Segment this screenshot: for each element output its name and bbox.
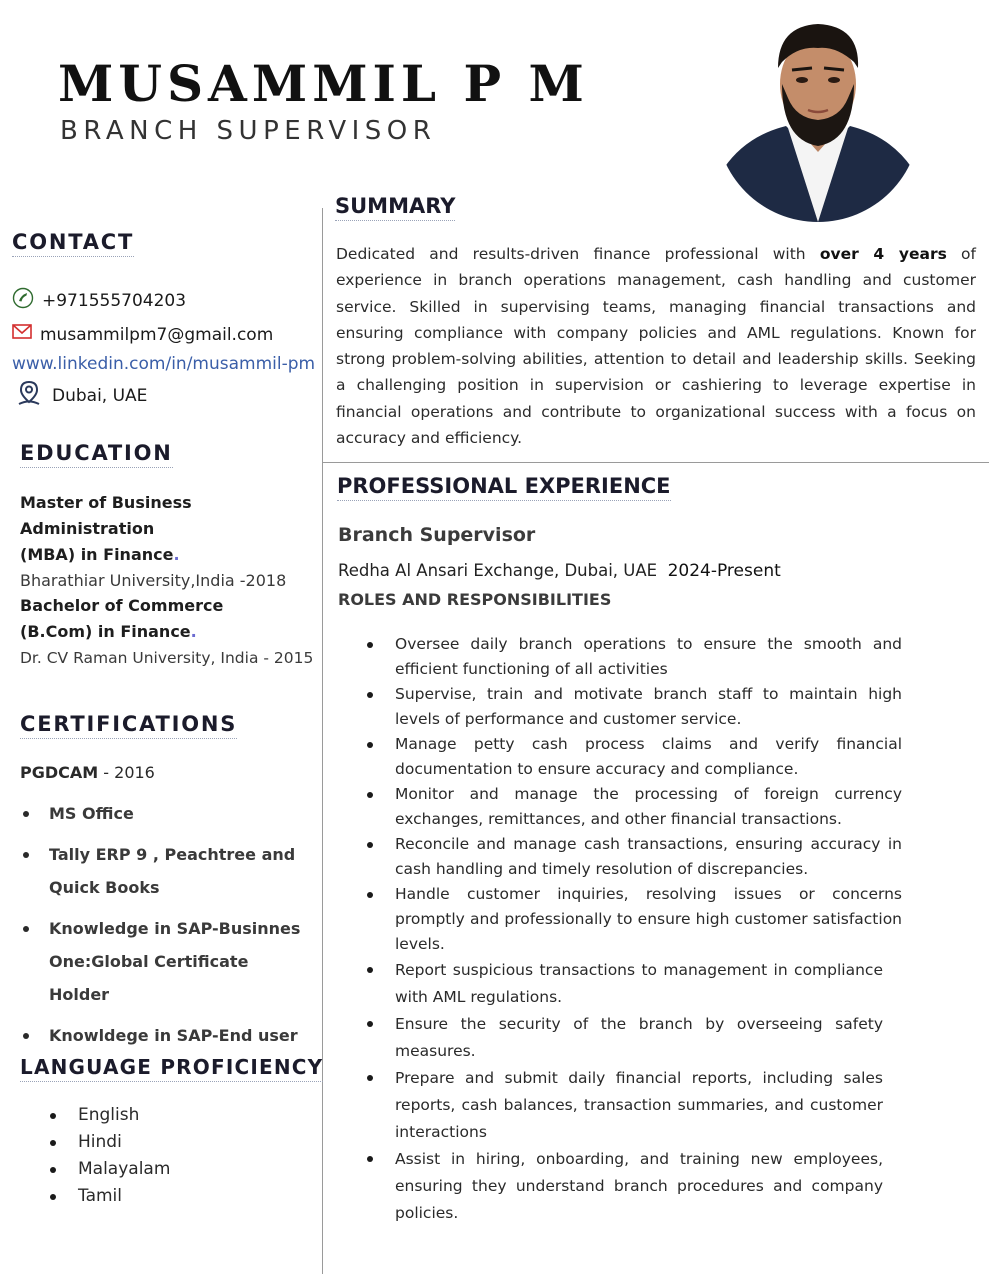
list-item: Tally ERP 9 , Peachtree and Quick Books — [20, 838, 310, 904]
list-item: Manage petty cash process claims and verify financial documentation to ensure accuracy and compliance. — [336, 732, 902, 782]
column-divider — [322, 208, 323, 1274]
summary-highlight: over 4 years — [819, 245, 947, 263]
education-item — [20, 490, 320, 594]
degree-line: Bachelor of Commerce — [20, 596, 224, 615]
roles-heading: ROLES AND RESPONSIBILITIES — [338, 590, 612, 609]
list-item: Hindi — [20, 1129, 310, 1156]
list-item: Oversee daily branch operations to ensure the smooth and efficient functioning of all activities — [336, 632, 902, 682]
education-item — [20, 593, 320, 671]
list-item: Prepare and submit daily financial reports, including sales reports, cash balances, transaction summaries, and customer interactions — [336, 1065, 902, 1146]
list-item: English — [20, 1102, 310, 1129]
list-item: Malayalam — [20, 1156, 310, 1183]
degree-dot: . — [190, 622, 197, 641]
summary-heading: SUMMARY — [335, 194, 455, 221]
summary-text-part: of experience in branch operations management, cash handling and customer service. Skilled in supervising teams, managing financial transactions and ensuring compliance with company policies and AML regulations. Known for strong problem-solving abilities, attention to detail and leadership skills. Seeking a challenging position in supervision or cashiering to leverage expertise in financial operations and contribute to organizational success with a focus on accuracy and efficiency. — [336, 245, 976, 448]
company-name: Redha Al Ansari Exchange, Dubai, UAE — [338, 561, 658, 580]
summary-text — [336, 241, 976, 451]
certification-list — [20, 797, 310, 1052]
list-item: Knowldege in SAP-End user — [20, 1019, 310, 1052]
email-icon — [12, 324, 32, 345]
degree-dot: . — [173, 545, 180, 564]
list-item: Handle customer inquiries, resolving issues or concerns promptly and professionally to ensure high customer satisfaction levels. — [336, 882, 902, 957]
education-heading: EDUCATION — [20, 441, 173, 468]
email-address: musammilpm7@gmail.com — [40, 324, 274, 345]
contact-phone — [12, 287, 186, 314]
certification-year: - 2016 — [98, 763, 155, 782]
phone-icon — [12, 287, 34, 314]
location-text: Dubai, UAE — [52, 385, 148, 406]
list-item: Ensure the security of the branch by overseeing safety measures. — [336, 1011, 902, 1065]
phone-number: +971555704203 — [42, 290, 187, 311]
school-name: Dr. CV Raman University, India - 2015 — [20, 649, 314, 667]
duties-list — [336, 632, 902, 1227]
list-item: Report suspicious transactions to management in compliance with AML regulations. — [336, 957, 902, 1011]
section-divider — [323, 462, 989, 463]
degree-line: (MBA) in Finance — [20, 545, 174, 564]
job-period: 2024-Present — [667, 561, 781, 581]
linkedin-link[interactable]: www.linkedin.com/in/musammil-pm — [12, 354, 316, 374]
list-item: Knowledge in SAP-Businnes One:Global Certificate Holder — [20, 912, 310, 1011]
degree-line: Master of Business Administration — [20, 493, 192, 538]
list-item: MS Office — [20, 797, 310, 830]
language-list — [20, 1102, 310, 1210]
list-item: Assist in hiring, onboarding, and training new employees, ensuring they understand branch procedures and company policies. — [336, 1146, 902, 1227]
job-title: Branch Supervisor — [338, 524, 536, 546]
school-name: Bharathiar University,India -2018 — [20, 571, 287, 590]
contact-email — [12, 324, 273, 345]
profile-photo — [716, 18, 920, 222]
list-item: Reconcile and manage cash transactions, ensuring accuracy in cash handling and timely resolution of discrepancies. — [336, 832, 902, 882]
list-item: Supervise, train and motivate branch staff to maintain high levels of performance and customer service. — [336, 682, 902, 732]
list-item: Monitor and manage the processing of foreign currency exchanges, remittances, and other financial transactions. — [336, 782, 902, 832]
certifications-heading: CERTIFICATIONS — [20, 712, 237, 739]
job-title-header: BRANCH SUPERVISOR — [60, 116, 437, 146]
job-company-line — [338, 561, 781, 581]
certification-name: PGDCAM — [20, 763, 99, 782]
language-heading: LANGUAGE PROFICIENCY — [20, 1055, 323, 1082]
degree-line: (B.Com) in Finance — [20, 622, 191, 641]
experience-heading: PROFESSIONAL EXPERIENCE — [337, 474, 671, 501]
contact-heading: CONTACT — [12, 230, 134, 257]
location-pin-icon — [16, 380, 42, 411]
summary-text-part: Dedicated and results-driven finance professional with — [336, 245, 820, 263]
candidate-name: MUSAMMIL P M — [58, 54, 589, 113]
certification-main — [20, 763, 155, 782]
list-item: Tamil — [20, 1183, 310, 1210]
contact-location — [16, 380, 147, 411]
